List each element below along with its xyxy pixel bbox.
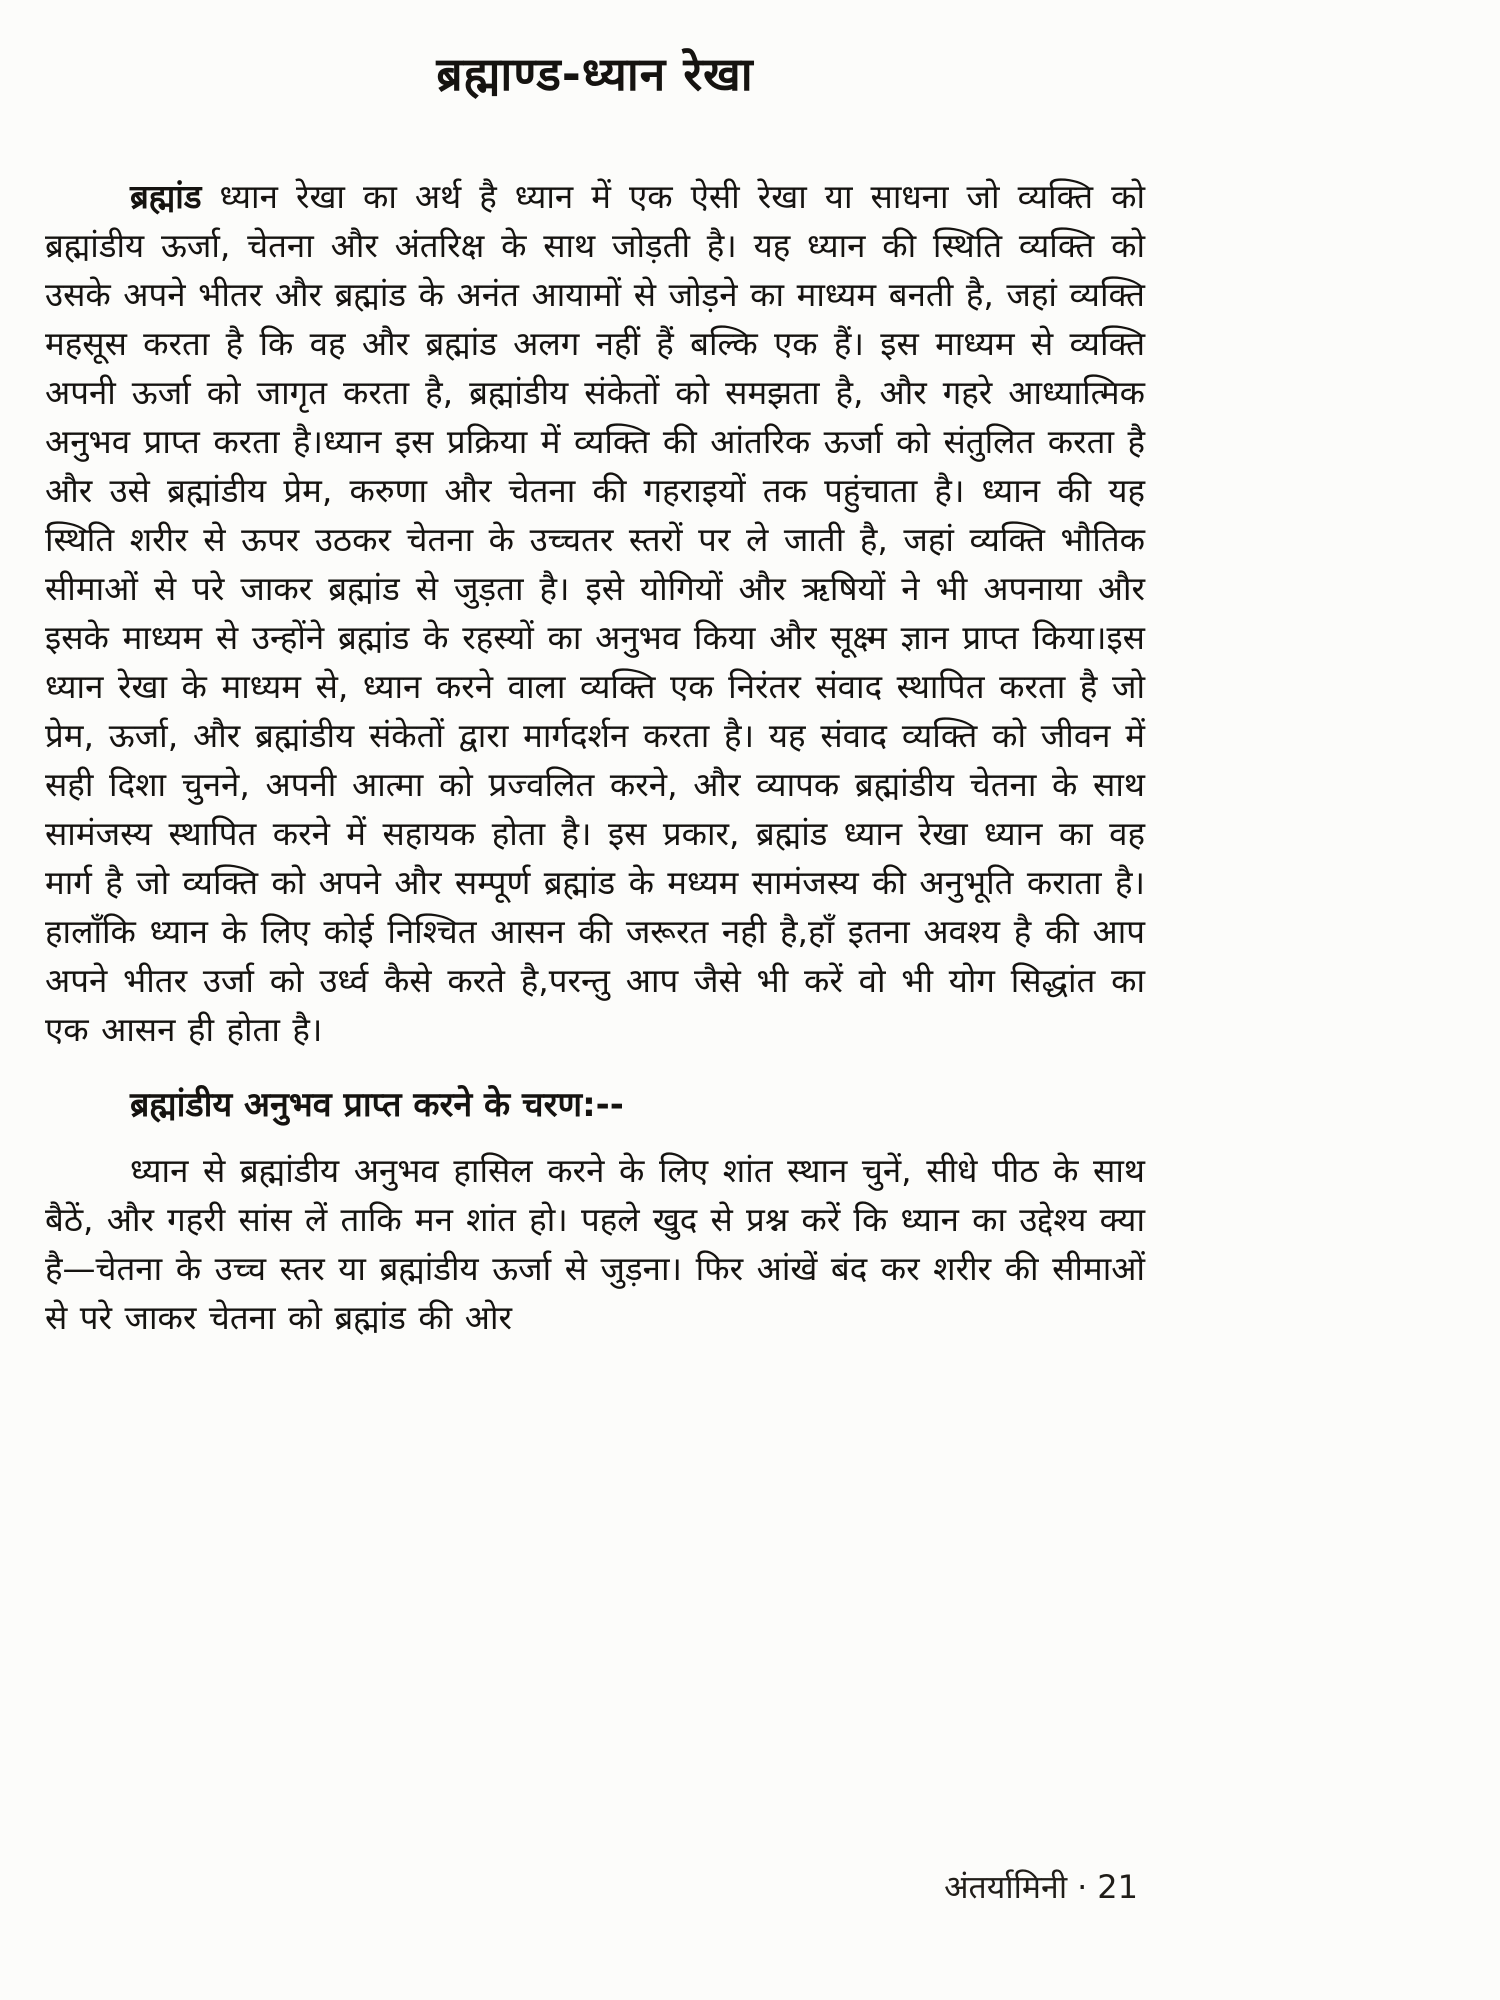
- footer-book-name: अंतर्यामिनी: [944, 1868, 1068, 1906]
- paragraph-text: ध्यान रेखा का अर्थ है ध्यान में एक ऐसी रेखा या साधना जो व्यक्ति को ब्रह्मांडीय ऊर्जा, चेतना और अंतरिक्ष के साथ जोड़ती है। यह ध्यान की स्थिति व्यक्ति को उसके अपने भीतर और ब्रह्मांड के अनंत आयामों से जोड़ने का माध्यम बनती है, जहां व्यक्ति महसूस करता है कि वह और ब्रह्मांड अलग नहीं हैं बल्कि एक हैं। इस माध्यम से व्यक्ति अपनी ऊर्जा को जागृत करता है, ब्रह्मांडीय संकेतों को समझता है, और गहरे आध्यात्मिक अनुभव प्राप्त करता है।ध्यान इस प्रक्रिया में व्यक्ति की आंतरिक ऊर्जा को संतुलित करता है और उसे ब्रह्मांडीय प्रेम, करुणा और चेतना की गहराइयों तक पहुंचाता है। ध्यान की यह स्थिति शरीर से ऊपर उठकर चेतना के उच्चतर स्तरों पर ले जाती है, जहां व्यक्ति भौतिक सीमाओं से परे जाकर ब्रह्मांड से जुड़ता है। इसे योगियों और ऋषियों ने भी अपनाया और इसके माध्यम से उन्होंने ब्रह्मांड के रहस्यों का अनुभव किया और सूक्ष्म ज्ञान प्राप्त किया।इस ध्यान रेखा के माध्यम से, ध्यान करने वाला व्यक्ति एक निरंतर संवाद स्थापित करता है जो प्रेम, ऊर्जा, और ब्रह्मांडीय संकेतों द्वारा मार्गदर्शन करता है। यह संवाद व्यक्ति को जीवन में सही दिशा चुनने, अपनी आत्मा को प्रज्वलित करने, और व्यापक ब्रह्मांडीय चेतना के साथ सामंजस्य स्थापित करने में सहायक होता है। इस प्रकार, ब्रह्मांड ध्यान रेखा ध्यान का वह मार्ग है जो व्यक्ति को अपने और सम्पूर्ण ब्रह्मांड के मध्यम सामंजस्य की अनुभूति कराता है।हालाँकि ध्यान के लिए कोई निश्चित आसन की जरूरत नही है,हाँ इतना अवश्य है की आप अपने भीतर उर्जा को उर्ध्व कैसे करते है,परन्तु आप जैसे भी करें वो भी योग सिद्धांत का एक आसन ही होता है।: [45, 177, 1145, 1049]
- footer-separator: ·: [1077, 1868, 1088, 1906]
- page-footer: [944, 1865, 1138, 1908]
- body-paragraph-2: ध्यान से ब्रह्मांडीय अनुभव हासिल करने के लिए शांत स्थान चुनें, सीधे पीठ के साथ बैठें, और गहरी सांस लें ताकि मन शांत हो। पहले खुद से प्रश्न करें कि ध्यान का उद्देश्य क्या है—चेतना के उच्च स्तर या ब्रह्मांडीय ऊर्जा से जुड़ना। फिर आंखें बंद कर शरीर की सीमाओं से परे जाकर चेतना को ब्रह्मांड की ओर: [45, 1151, 1145, 1337]
- body-paragraph-1: [45, 172, 1145, 1054]
- section-subheading: ब्रह्मांडीय अनुभव प्राप्त करने के चरण:--: [130, 1085, 624, 1125]
- page-content: [45, 42, 1145, 1342]
- paragraph-lead-word: ब्रह्मांड: [130, 177, 202, 216]
- page-title: ब्रह्माण्ड-ध्यान रेखा: [436, 47, 754, 101]
- footer-page-number: 21: [1097, 1868, 1138, 1906]
